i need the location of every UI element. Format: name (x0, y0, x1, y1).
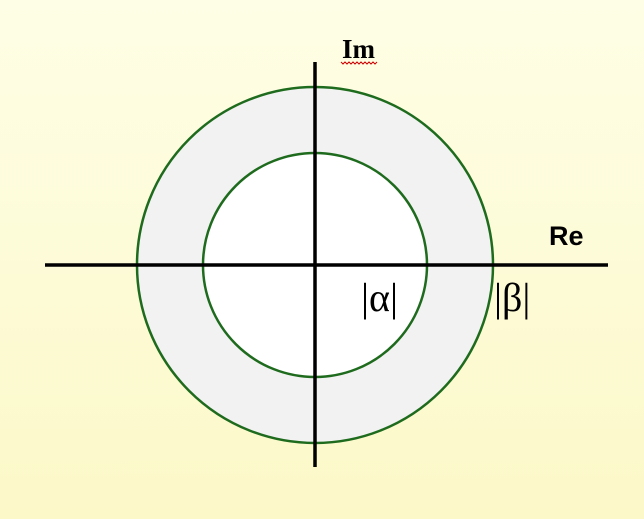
inner-radius-label: |α| (361, 275, 398, 320)
real-axis-label: Re (549, 221, 584, 251)
outer-radius-label: |β| (494, 275, 531, 320)
imaginary-axis-label: Im (342, 34, 375, 64)
